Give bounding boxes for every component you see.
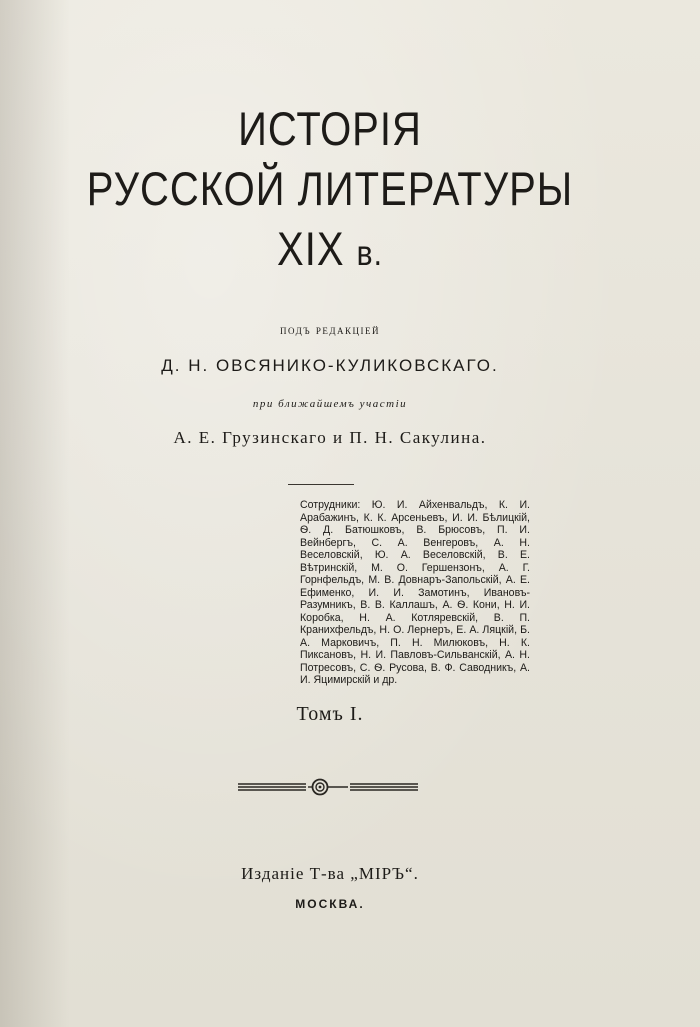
title-line-1: ИСТОРІЯ (238, 103, 422, 156)
ornament-divider (236, 776, 420, 798)
divider-rule (288, 484, 354, 485)
title-century-suffix: в. (356, 234, 383, 274)
editorship-label: подъ редакціей (280, 322, 380, 337)
editor-name: Д. Н. ОВСЯНИКО-КУЛИКОВСКАГО. (161, 356, 499, 375)
title-century: XIX (277, 223, 345, 276)
volume-number: Томъ I. (296, 703, 364, 725)
participants-names: А. Е. Грузинскаго и П. Н. Сакулина. (173, 428, 487, 447)
participation-label: при ближайшемъ участіи (252, 398, 408, 410)
publication-city: МОСКВА. (295, 897, 365, 911)
title-line-2: РУССКОЙ ЛИТЕРАТУРЫ (86, 163, 574, 216)
publisher: Изданіе Т-ва „МІРЪ“. (241, 864, 419, 883)
contributors-list: Сотрудники: Ю. И. Айхенвальдъ, К. И. Арабажинъ, К. К. Арсеньевъ, И. И. Бѣлицкій, Ѳ. Д. Батюшковъ, В. Брюсовъ, П. И. Вейнбергъ, С. А. Венгеровъ, А. Н. Веселовскій, Ю. А. Веселовскій, В. Е. Вѣтринскій, М. О. Гершензонъ, А. Г. Горнфельдъ, М. В. Довнаръ-Запольскій, А. Е. Ефименко, И. И. Замотинъ, Ивановъ-Разумникъ, В. В. Каллашъ, А. Ѳ. Кони, Н. И. Коробка, Н. А. Котляревскій, В. П. Кранихфельдъ, Н. О. Лернеръ, Е. А. Ляцкій, Б. А. Марковичъ, П. Н. Милюковъ, Н. К. Пиксановъ, Н. И. Павловъ-Сильванскій, А. Н. Потресовъ, С. Ѳ. Русова, В. Ф. Саводникъ, А. И. Яцимирскій и др. (300, 499, 530, 686)
title-line-3 (0, 224, 660, 277)
